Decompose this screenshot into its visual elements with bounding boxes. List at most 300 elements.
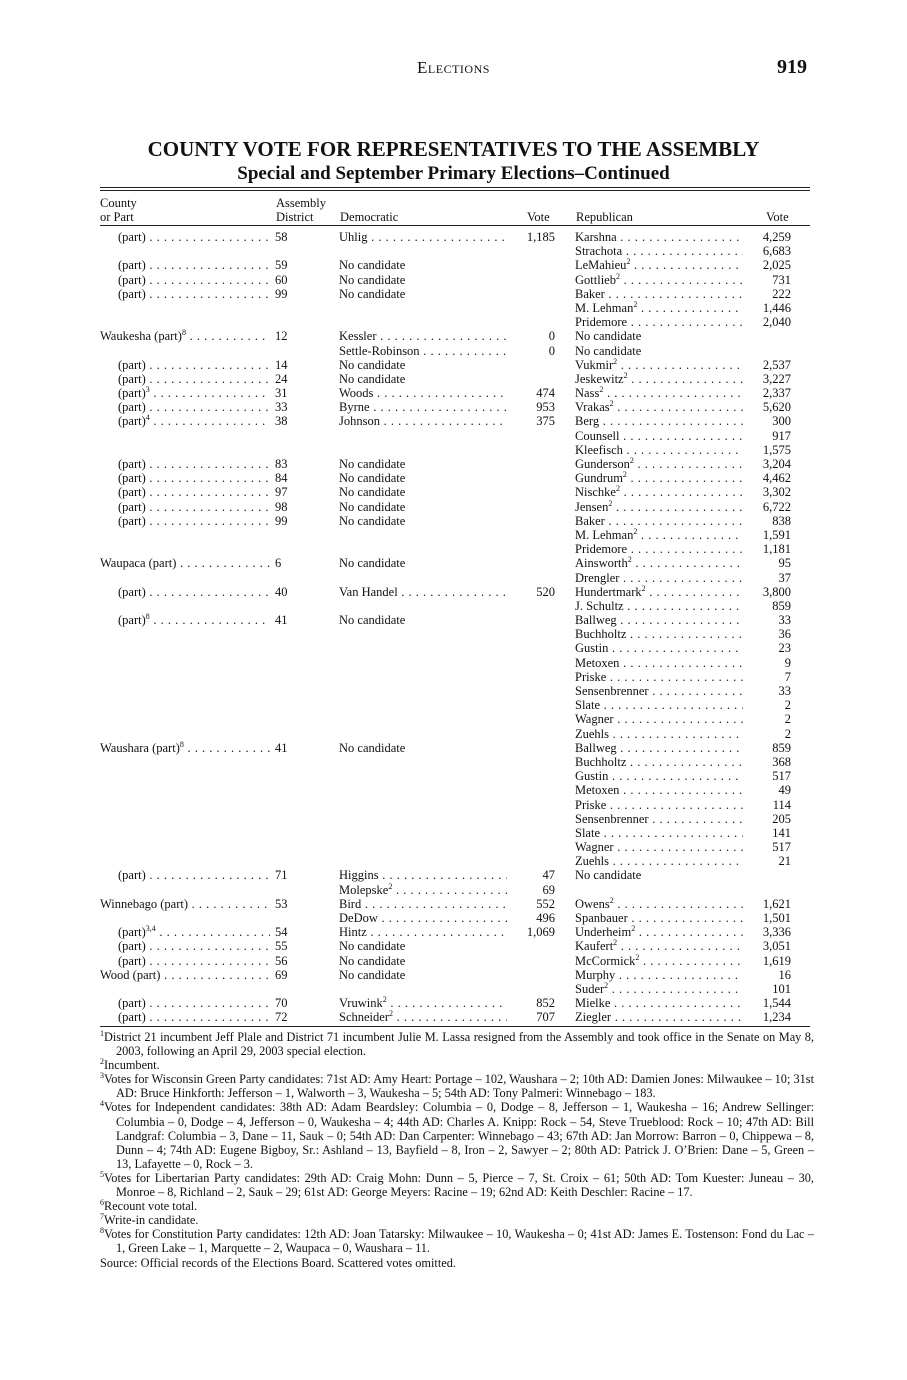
county-cell — [118, 954, 270, 968]
democratic-candidate-text: Vruwink$^2$ . . . — [339, 996, 507, 1010]
county-cell-text: (part) . . . — [118, 585, 270, 599]
republican-candidate-text: Vrakas$^2$ . . . — [575, 400, 743, 414]
header-rule — [100, 225, 810, 226]
county-cell — [118, 514, 270, 528]
table-row — [0, 982, 907, 996]
republican-vote: 101 — [772, 981, 791, 996]
republican-candidate-text: Baker . . . — [575, 514, 743, 528]
democratic-vote: 852 — [536, 996, 555, 1011]
table-row — [0, 556, 907, 570]
county-cell-footnote-mark: 8 — [181, 329, 186, 338]
republican-candidate-footnote-mark: 2 — [629, 457, 634, 465]
republican-vote: 917 — [772, 428, 791, 443]
table-row — [0, 429, 907, 443]
district-cell: 38 — [275, 414, 288, 429]
county-cell-footnote-mark: 4 — [145, 414, 150, 423]
republican-vote: 838 — [772, 513, 791, 528]
table-row — [0, 344, 907, 358]
republican-candidate-footnote-mark: 2 — [627, 556, 632, 565]
democratic-candidate-text: No candidate — [339, 613, 406, 628]
republican-vote: 1,575 — [762, 442, 791, 457]
democratic-vote: 707 — [536, 1010, 555, 1025]
democratic-candidate — [339, 939, 507, 953]
republican-candidate-footnote-mark: 2 — [608, 499, 613, 508]
republican-candidate-text: No candidate — [575, 329, 642, 344]
republican-vote: 4,259 — [762, 230, 791, 244]
republican-candidate — [575, 344, 743, 358]
republican-vote: 5,620 — [762, 400, 791, 415]
democratic-candidate-text: Schneider$^2$ . . . — [339, 1010, 507, 1024]
democratic-candidate-text: Byrne . . . — [339, 400, 507, 414]
republican-candidate — [575, 684, 743, 698]
democratic-candidate — [339, 585, 507, 599]
republican-candidate-text: Ballweg . . . — [575, 741, 743, 755]
republican-candidate-text: J. Schultz . . . — [575, 599, 743, 613]
democratic-candidate-text: Hintz . . . — [339, 925, 507, 939]
democratic-candidate-text: Uhlig . . . — [339, 230, 507, 244]
republican-candidate-text: Spanbauer . . . — [575, 911, 743, 925]
republican-candidate-text: Slate . . . — [575, 698, 743, 712]
democratic-candidate — [339, 400, 507, 414]
col-dem-vote: Vote — [527, 210, 550, 224]
republican-candidate — [575, 230, 743, 244]
democratic-candidate-text: No candidate — [339, 471, 406, 486]
republican-vote: 141 — [772, 825, 791, 840]
table-row — [0, 514, 907, 528]
republican-vote: 2,025 — [762, 258, 791, 273]
republican-candidate-footnote-mark: 2 — [615, 272, 620, 281]
republican-candidate — [575, 727, 743, 741]
footnote-text: Votes for Libertarian Party candidates: 29th AD: Craig Mohn: Dunn – 5, Pierce – 7, St. Croix – 61; 50th AD: Tom Kuester: Juneau – 30, Monroe – 8, Richland – 2, Sauk – 29; 61st AD: George Meyers: Racine – 19; 62nd AD: Keith Deschler: Racine – 17. — [104, 1170, 814, 1200]
republican-vote: 859 — [772, 598, 791, 613]
democratic-vote: 0 — [548, 343, 555, 358]
democratic-candidate-footnote-mark: 2 — [388, 882, 393, 891]
republican-candidate-footnote-mark: 2 — [641, 584, 646, 593]
col-county-line1: County — [100, 196, 137, 210]
democratic-candidate-text: Settle-Robinson . . . — [339, 344, 507, 358]
democratic-candidate — [339, 344, 507, 358]
county-cell — [100, 556, 270, 570]
page-number: 919 — [777, 56, 807, 78]
table-row — [0, 372, 907, 386]
republican-candidate — [575, 400, 743, 414]
democratic-vote: 496 — [536, 911, 555, 925]
republican-candidate — [575, 500, 743, 514]
table-row — [0, 812, 907, 826]
county-cell — [100, 329, 270, 343]
republican-vote: 1,446 — [762, 300, 791, 315]
county-cell-text: (part) . . . — [118, 996, 270, 1010]
table-row — [0, 230, 907, 244]
republican-candidate-text: Ballweg . . . — [575, 613, 743, 627]
footnote-text: Write-in candidate. — [104, 1213, 199, 1228]
district-cell: 99 — [275, 286, 288, 301]
republican-candidate — [575, 585, 743, 599]
democratic-candidate-text: Bird . . . — [339, 897, 507, 911]
republican-vote: 3,302 — [762, 485, 791, 500]
table-row — [0, 273, 907, 287]
footnote — [100, 1058, 814, 1072]
republican-candidate — [575, 273, 743, 287]
county-cell-text: (part) . . . — [118, 939, 270, 953]
democratic-vote: 520 — [536, 584, 555, 599]
district-cell: 71 — [275, 868, 288, 883]
republican-candidate — [575, 982, 743, 996]
county-cell-text: (part) . . . — [118, 287, 270, 301]
republican-candidate — [575, 897, 743, 911]
table-row — [0, 414, 907, 428]
democratic-candidate — [339, 1010, 507, 1024]
republican-vote: 4,462 — [762, 471, 791, 486]
republican-candidate-text: Mielke . . . — [575, 996, 743, 1010]
republican-candidate-text: Wagner . . . — [575, 840, 743, 854]
democratic-candidate-text: Higgins . . . — [339, 868, 507, 882]
republican-candidate-text: M. Lehman$^2$ . . . — [575, 301, 743, 315]
republican-candidate-text: Metoxen . . . — [575, 783, 743, 797]
table-row — [0, 840, 907, 854]
county-cell-footnote-mark: 3 — [145, 386, 150, 394]
county-cell — [118, 585, 270, 599]
republican-candidate-text: Buchholtz . . . — [575, 755, 743, 769]
republican-candidate-footnote-mark: 2 — [604, 981, 609, 990]
footnote-number: 6 — [100, 1198, 104, 1208]
republican-candidate — [575, 925, 743, 939]
republican-vote: 1,501 — [762, 911, 791, 925]
republican-vote: 2 — [784, 726, 791, 741]
footnote-number: 8 — [100, 1226, 104, 1236]
district-cell: 83 — [275, 457, 288, 471]
table-row — [0, 1010, 907, 1024]
republican-candidate-text: Gunderson$^2$ . . . — [575, 457, 743, 471]
democratic-candidate — [339, 968, 507, 982]
footnote-number: 5 — [100, 1169, 104, 1179]
republican-candidate-text: Counsell . . . — [575, 429, 743, 443]
democratic-vote: 375 — [536, 414, 555, 429]
republican-candidate-footnote-mark: 2 — [633, 300, 638, 309]
democratic-candidate — [339, 883, 507, 897]
county-cell-text: (part) . . . — [118, 485, 270, 499]
republican-candidate — [575, 556, 743, 570]
democratic-candidate-text: No candidate — [339, 357, 406, 372]
republican-candidate-text: Gustin . . . — [575, 641, 743, 655]
district-cell: 72 — [275, 1010, 288, 1025]
republican-candidate-footnote-mark: 2 — [631, 925, 636, 934]
republican-vote: 3,336 — [762, 925, 791, 940]
table-row — [0, 755, 907, 769]
table-row — [0, 670, 907, 684]
table-row — [0, 471, 907, 485]
republican-candidate-text: Pridemore . . . — [575, 542, 743, 556]
district-cell: 97 — [275, 485, 288, 500]
republican-candidate-text: Wagner . . . — [575, 712, 743, 726]
republican-candidate — [575, 542, 743, 556]
footnote — [100, 1213, 814, 1227]
republican-candidate — [575, 443, 743, 457]
democratic-candidate — [339, 868, 507, 882]
bottom-rule — [100, 1026, 810, 1027]
district-cell: 59 — [275, 258, 288, 273]
republican-candidate — [575, 457, 743, 471]
table-row — [0, 826, 907, 840]
democratic-candidate-footnote-mark: 2 — [388, 1010, 393, 1019]
democratic-candidate — [339, 514, 507, 528]
top-rule-double — [100, 190, 810, 191]
republican-candidate — [575, 315, 743, 329]
republican-vote: 6,722 — [762, 499, 791, 514]
county-cell-text: (part) . . . — [118, 400, 270, 414]
table-row — [0, 571, 907, 585]
county-cell — [118, 996, 270, 1010]
district-cell: 60 — [275, 272, 288, 287]
republican-candidate-text: Murphy . . . — [575, 968, 743, 982]
republican-candidate — [575, 1010, 743, 1024]
republican-candidate-text: Priske . . . — [575, 670, 743, 684]
democratic-candidate-text: No candidate — [339, 967, 406, 982]
democratic-vote: 47 — [542, 868, 555, 883]
democratic-vote: 474 — [536, 386, 555, 401]
republican-candidate-footnote-mark: 2 — [599, 386, 604, 394]
republican-candidate-text: Vukmir$^2$ . . . — [575, 358, 743, 372]
republican-candidate-text: Berg . . . — [575, 414, 743, 428]
republican-candidate-footnote-mark: 2 — [613, 939, 618, 948]
republican-candidate-text: No candidate — [575, 343, 642, 358]
district-cell: 53 — [275, 896, 288, 911]
county-cell — [118, 1010, 270, 1024]
republican-vote: 6,683 — [762, 244, 791, 259]
county-cell — [100, 741, 270, 755]
county-cell-text: (part) . . . — [118, 358, 270, 372]
table-row — [0, 542, 907, 556]
county-cell — [118, 230, 270, 244]
county-cell-text: Winnebago (part) . . . — [100, 897, 270, 911]
table-row — [0, 386, 907, 400]
republican-vote: 1,619 — [762, 953, 791, 968]
republican-candidate-text: Kaufert$^2$ . . . — [575, 939, 743, 953]
republican-candidate-text: Gustin . . . — [575, 769, 743, 783]
table-row — [0, 457, 907, 471]
democratic-candidate-text: No candidate — [339, 513, 406, 528]
republican-candidate — [575, 769, 743, 783]
republican-candidate-text: Underheim$^2$ . . . — [575, 925, 743, 939]
republican-candidate-text: Drengler . . . — [575, 571, 743, 585]
democratic-candidate-text: DeDow . . . — [339, 911, 507, 925]
republican-vote: 517 — [772, 840, 791, 855]
table-row — [0, 684, 907, 698]
county-cell-text: (part) . . . — [118, 258, 270, 272]
republican-vote: 731 — [772, 272, 791, 287]
republican-candidate — [575, 996, 743, 1010]
table-row — [0, 244, 907, 258]
democratic-vote: 69 — [542, 882, 555, 897]
democratic-candidate — [339, 911, 507, 925]
republican-vote: 2 — [784, 712, 791, 727]
table-title: COUNTY VOTE FOR REPRESENTATIVES TO THE ASSEMBLY — [147, 137, 760, 161]
county-cell — [118, 925, 270, 939]
district-cell: 70 — [275, 996, 288, 1011]
table-row — [0, 258, 907, 272]
district-cell: 56 — [275, 953, 288, 968]
table-row — [0, 897, 907, 911]
republican-candidate — [575, 627, 743, 641]
page-header — [0, 58, 907, 80]
republican-vote: 300 — [772, 414, 791, 429]
county-cell-text: (part) . . . — [118, 471, 270, 485]
republican-candidate — [575, 244, 743, 258]
republican-candidate — [575, 670, 743, 684]
col-district-line1: Assembly — [276, 196, 326, 210]
democratic-candidate — [339, 230, 507, 244]
democratic-candidate-text: Johnson . . . — [339, 414, 507, 428]
democratic-candidate — [339, 372, 507, 386]
republican-candidate — [575, 301, 743, 315]
col-rep-vote: Vote — [766, 210, 789, 224]
republican-vote: 33 — [778, 684, 791, 698]
county-cell-text: (part) . . . — [118, 868, 270, 882]
democratic-candidate — [339, 897, 507, 911]
republican-candidate — [575, 868, 743, 882]
democratic-vote: 1,069 — [526, 925, 555, 940]
republican-candidate-text: LeMahieu$^2$ . . . — [575, 258, 743, 272]
democratic-candidate — [339, 485, 507, 499]
democratic-candidate — [339, 996, 507, 1010]
county-cell-text: (part) . . . — [118, 372, 270, 386]
county-cell — [118, 358, 270, 372]
table-row — [0, 883, 907, 897]
republican-candidate — [575, 656, 743, 670]
table-row — [0, 443, 907, 457]
republican-candidate — [575, 528, 743, 542]
republican-vote: 95 — [778, 556, 791, 571]
table-row — [0, 769, 907, 783]
table-row — [0, 727, 907, 741]
district-cell: 12 — [275, 329, 288, 344]
county-cell-footnote-mark: 8 — [145, 613, 150, 621]
republican-vote: 368 — [772, 754, 791, 769]
republican-candidate-text: No candidate — [575, 868, 642, 883]
republican-candidate-footnote-mark: 2 — [626, 258, 631, 267]
republican-candidate — [575, 712, 743, 726]
democratic-candidate — [339, 414, 507, 428]
table-row — [0, 698, 907, 712]
table-row — [0, 911, 907, 925]
republican-candidate — [575, 840, 743, 854]
table-row — [0, 627, 907, 641]
table-row — [0, 485, 907, 499]
table-row — [0, 528, 907, 542]
republican-vote: 517 — [772, 769, 791, 784]
democratic-candidate-text: No candidate — [339, 740, 406, 755]
top-rule — [100, 187, 810, 188]
republican-candidate-text: Zuehls . . . — [575, 727, 743, 741]
table-row — [0, 968, 907, 982]
republican-vote: 205 — [772, 811, 791, 826]
republican-candidate-footnote-mark: 2 — [633, 527, 638, 536]
table-row — [0, 798, 907, 812]
county-cell — [118, 500, 270, 514]
democratic-candidate — [339, 500, 507, 514]
district-cell: 98 — [275, 499, 288, 514]
district-cell: 33 — [275, 400, 288, 415]
footnotes — [100, 1030, 814, 1270]
republican-candidate-text: Priske . . . — [575, 798, 743, 812]
county-cell — [118, 613, 270, 627]
col-district-line2: District — [276, 210, 314, 224]
democratic-candidate — [339, 925, 507, 939]
democratic-candidate-text: No candidate — [339, 457, 406, 471]
republican-candidate-text: McCormick$^2$ . . . — [575, 954, 743, 968]
county-cell — [118, 386, 270, 400]
footnote — [100, 1199, 814, 1213]
republican-candidate — [575, 471, 743, 485]
table-row — [0, 783, 907, 797]
republican-candidate — [575, 386, 743, 400]
county-cell — [118, 287, 270, 301]
republican-candidate — [575, 641, 743, 655]
county-cell-text: (part) . . . — [118, 1010, 270, 1024]
democratic-candidate-text: No candidate — [339, 953, 406, 968]
democratic-candidate — [339, 287, 507, 301]
republican-candidate-text: Sensenbrenner . . . — [575, 812, 743, 826]
democratic-candidate — [339, 258, 507, 272]
table-row — [0, 854, 907, 868]
republican-vote: 49 — [778, 783, 791, 798]
county-cell — [118, 457, 270, 471]
democratic-candidate — [339, 329, 507, 343]
democratic-vote: 0 — [548, 329, 555, 344]
republican-vote: 1,544 — [762, 996, 791, 1011]
republican-vote: 114 — [772, 797, 791, 812]
footnote — [100, 1030, 814, 1058]
republican-candidate-text: Karshna . . . — [575, 230, 743, 244]
democratic-candidate — [339, 471, 507, 485]
table-row — [0, 641, 907, 655]
county-cell-text: Waushara (part)$^8$ . . . — [100, 741, 270, 755]
republican-candidate — [575, 698, 743, 712]
republican-candidate-text: Ziegler . . . — [575, 1010, 743, 1024]
republican-vote: 2,040 — [762, 315, 791, 330]
republican-candidate — [575, 826, 743, 840]
republican-candidate-text: M. Lehman$^2$ . . . — [575, 528, 743, 542]
col-democratic: Democratic — [340, 210, 399, 224]
county-cell — [118, 414, 270, 428]
democratic-candidate — [339, 358, 507, 372]
democratic-candidate-text: No candidate — [339, 286, 406, 301]
republican-candidate — [575, 514, 743, 528]
republican-candidate-text: Sensenbrenner . . . — [575, 684, 743, 698]
republican-vote: 2,337 — [762, 386, 791, 401]
democratic-candidate-text: No candidate — [339, 939, 406, 954]
republican-candidate-text: Pridemore . . . — [575, 315, 743, 329]
republican-candidate-text: Baker . . . — [575, 287, 743, 301]
republican-candidate — [575, 485, 743, 499]
democratic-vote: 953 — [536, 400, 555, 415]
table-row — [0, 599, 907, 613]
republican-vote: 2,537 — [762, 357, 791, 372]
table-row — [0, 925, 907, 939]
col-county-line2: or Part — [100, 210, 134, 224]
republican-vote: 23 — [778, 641, 791, 656]
republican-candidate — [575, 414, 743, 428]
footnote-text: District 21 incumbent Jeff Plale and District 71 incumbent Julie M. Lassa resigned from the Assembly and took office in the Senate on May 8, 2003, following an April 29, 2003 special election. — [104, 1030, 814, 1059]
republican-candidate-footnote-mark: 2 — [623, 371, 628, 380]
county-cell — [118, 485, 270, 499]
republican-candidate-text: Nischke$^2$ . . . — [575, 485, 743, 499]
footnote-number: 2 — [100, 1057, 104, 1067]
republican-vote: 9 — [784, 655, 791, 670]
republican-candidate-text: Suder$^2$ . . . — [575, 982, 743, 996]
democratic-vote: 552 — [536, 896, 555, 911]
table-row — [0, 741, 907, 755]
